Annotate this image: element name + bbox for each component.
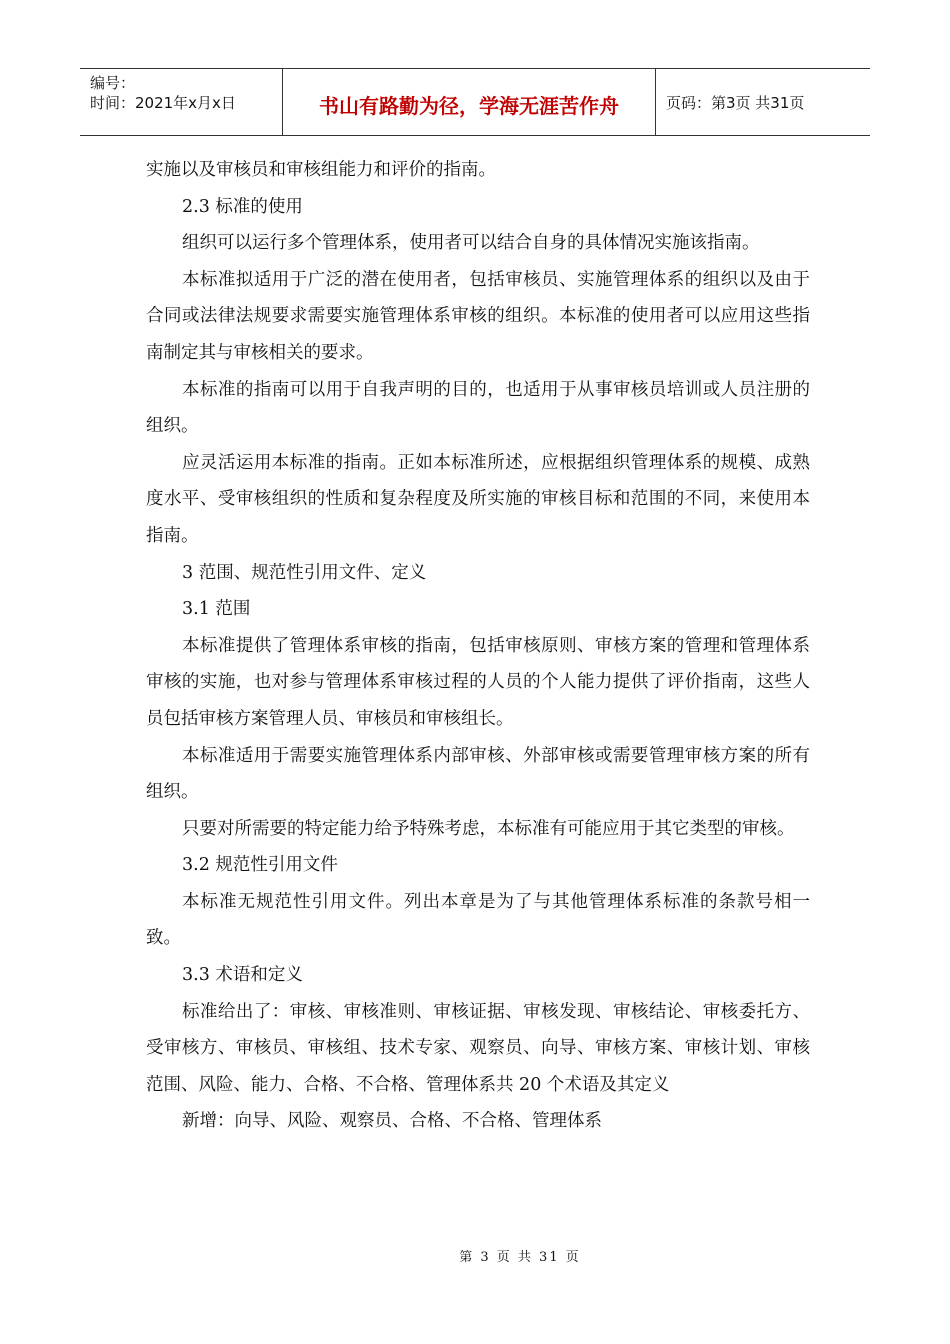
page-header (80, 68, 870, 136)
paragraph: 应灵活运用本标准的指南。正如本标准所述，应根据组织管理体系的规模、成熟度水平、受审核组织的性质和复杂程度及所实施的审核目标和范围的不同，来使用本指南。 (146, 452, 810, 546)
paragraph: 本标准无规范性引用文件。列出本章是为了与其他管理体系标准的条款号相一致。 (146, 891, 810, 949)
header-motto: 书山有路勤为径，学海无涯苦作舟 (282, 69, 656, 135)
document-number-label: 编号： (90, 74, 136, 92)
header-page-info: 页码：第3页 共31页 (666, 93, 805, 112)
paragraph: 本标准拟适用于广泛的潜在使用者，包括审核员、实施管理体系的组织以及由于合同或法律法规要求需要实施管理体系审核的组织。本标准的使用者可以应用这些指南制定其与审核相关的要求。 (146, 269, 810, 363)
document-date: 时间：2021年x月x日 (90, 94, 236, 112)
section-heading: 3.3 术语和定义 (182, 965, 303, 986)
page-footer: 第 3 页 共 31 页 (459, 1250, 581, 1265)
section-heading: 2.3 标准的使用 (182, 196, 303, 217)
paragraph: 标准给出了：审核、审核准则、审核证据、审核发现、审核结论、审核委托方、受审核方、审核员、审核组、技术专家、观察员、向导、审核方案、审核计划、审核范围、风险、能力、合格、不合格、管理体系共 20 个术语及其定义 (146, 1001, 810, 1095)
paragraph: 本标准的指南可以用于自我声明的目的，也适用于从事审核员培训或人员注册的组织。 (146, 379, 810, 437)
paragraph: 本标准适用于需要实施管理体系内部审核、外部审核或需要管理审核方案的所有组织。 (146, 745, 810, 803)
paragraph: 本标准提供了管理体系审核的指南，包括审核原则、审核方案的管理和管理体系审核的实施，也对参与管理体系审核过程的人员的个人能力提供了评价指南，这些人员包括审核方案管理人员、审核员和审核组长。 (146, 635, 810, 729)
header-meta (80, 69, 282, 135)
section-heading: 3 范围、规范性引用文件、定义 (182, 562, 427, 583)
section-heading: 3.1 范围 (182, 599, 251, 620)
paragraph: 组织可以运行多个管理体系，使用者可以结合自身的具体情况实施该指南。 (182, 233, 760, 254)
section-heading: 3.2 规范性引用文件 (182, 855, 338, 876)
paragraph: 只要对所需要的特定能力给予特殊考虑，本标准有可能应用于其它类型的审核。 (182, 818, 795, 839)
paragraph: 新增：向导、风险、观察员、合格、不合格、管理体系 (182, 1111, 602, 1132)
document-body (146, 152, 810, 1140)
paragraph: 实施以及审核员和审核组能力和评价的指南。 (146, 160, 496, 180)
